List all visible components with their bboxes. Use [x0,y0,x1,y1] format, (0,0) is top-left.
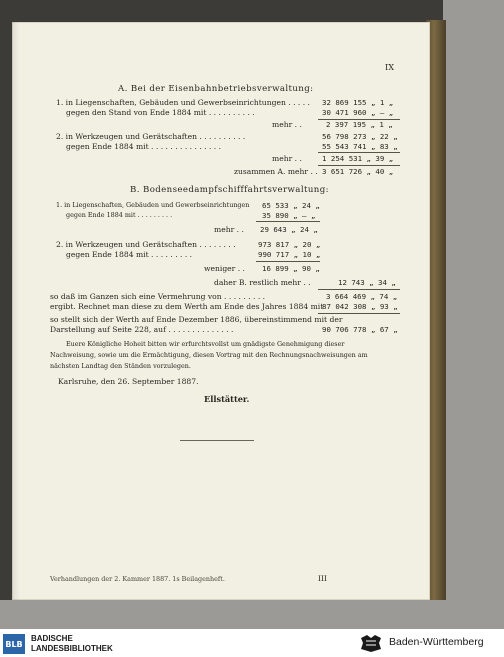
section-a-heading: A. Bei der Eisenbahnbetriebsverwaltung: [118,84,314,94]
totals-value3: 90 706 778 „ 67 „ [322,325,398,334]
section-b-heading: B. Bodenseedampfschifffahrtsverwaltung: [130,185,329,195]
section-b-item1-line1: 1. in Liegenschaften, Gebäuden und Gewerbseinrichtungen [56,201,250,209]
section-a-item1-line2: gegen den Stand von Ende 1884 mit . . . . . . . . . . [66,108,255,117]
section-a-sum-label: zusammen A. mehr . . [234,167,318,176]
section-a-item1-line1: 1. in Liegenschaften, Gebäuden und Gewerbseinrichtungen . . . . . [56,98,310,107]
blb-logo[interactable] [3,634,25,654]
section-b-rest-value: 12 743 „ 34 „ [338,278,396,287]
section-b-item2-line1: 2. in Werkzeugen und Gerätschaften . . . . . . . . [56,240,236,249]
blb-logo-text: BLB [5,639,23,649]
institution-line1: BADISCHE [31,634,73,643]
sum-rule [318,313,400,314]
section-b-value-2c: 16 899 „ 90 „ [262,264,320,273]
sum-rule [318,289,400,290]
sum-rule [256,221,320,222]
closing-divider [180,440,254,441]
section-b-value-2a: 973 817 „ 20 „ [258,240,321,249]
totals-line2: ergibt. Rechnet man diese zu dem Werth am Ende des Jahres 1884 mit [50,302,324,311]
section-b-mehr-label: mehr . . [214,225,244,234]
section-b-item2-line2: gegen Ende 1884 mit . . . . . . . . . [66,250,193,259]
page-number: IX [385,62,395,72]
state-name: Baden-Württemberg [389,636,484,648]
section-b-value-1a: 65 533 „ 24 „ [262,201,320,210]
section-a-value-2c: 1 254 531 „ 39 „ [322,154,394,163]
section-a-sum-value: 3 651 726 „ 40 „ [322,167,394,176]
totals-value2: 87 042 308 „ 93 „ [322,302,398,311]
state-coat-of-arms-icon [358,632,384,654]
closing-line2: Nachweisung, sowie um die Ermächtigung, diesen Vortrag mit den Rechnungsnachweisungen am [50,351,368,359]
totals-line4: Darstellung auf Seite 228, auf . . . . . . . . . . . . . . [50,325,234,334]
section-a-value-2b: 55 543 741 „ 83 „ [322,142,398,151]
institution-line2: LANDESBIBLIOTHEK [31,644,113,653]
section-a-item2-line1: 2. in Werkzeugen und Gerätschaften . . . . . . . . . . [56,132,246,141]
sum-rule [318,152,400,153]
section-b-item1-line2: gegen Ende 1884 mit . . . . . . . . . [66,211,173,219]
page-gutter-shadow [12,22,20,600]
section-b-rest-label: daher B. restlich mehr . . [214,278,311,287]
closing-signature: Ellstätter. [204,394,250,404]
section-a-value-1c: 2 397 195 „ 1 „ [326,120,393,129]
section-a-value-1b: 30 471 960 „ — „ [322,108,394,117]
section-b-value-2b: 990 717 „ 10 „ [258,250,321,259]
institution-name [31,634,113,654]
sum-rule [318,165,400,166]
sum-rule [256,261,320,262]
page-footer-right: III [318,574,327,583]
closing-line3: nächsten Landtag den Ständen vorzulegen. [50,362,191,370]
closing-date: Karlsruhe, den 26. September 1887. [58,377,199,386]
section-b-value-1b: 35 890 „ — „ [262,211,316,220]
section-a-value-1a: 32 869 155 „ 1 „ [322,98,394,107]
section-b-value-1c: 29 643 „ 24 „ [260,225,318,234]
closing-line1: Euere Königliche Hoheit bitten wir erfurchtsvollst um gnädigste Genehmigung dieser [66,340,345,348]
section-a-item2-line2: gegen Ende 1884 mit . . . . . . . . . . . . . . . [66,142,222,151]
section-a-mehr1-label: mehr . . [272,120,302,129]
section-a-value-2a: 56 798 273 „ 22 „ [322,132,398,141]
page-footer-left: Verhandlungen der 2. Kammer 1887. 1s Beilagenheft. [50,575,225,583]
section-b-weniger-label: weniger . . [204,264,245,273]
totals-line3: so stellt sich der Werth auf Ende Dezember 1886, übereinstimmend mit der [50,315,343,324]
totals-line1: so daß im Ganzen sich eine Vermehrung von . . . . . . . . . [50,292,266,301]
section-a-mehr2-label: mehr . . [272,154,302,163]
totals-value1: 3 664 469 „ 74 „ [326,292,398,301]
